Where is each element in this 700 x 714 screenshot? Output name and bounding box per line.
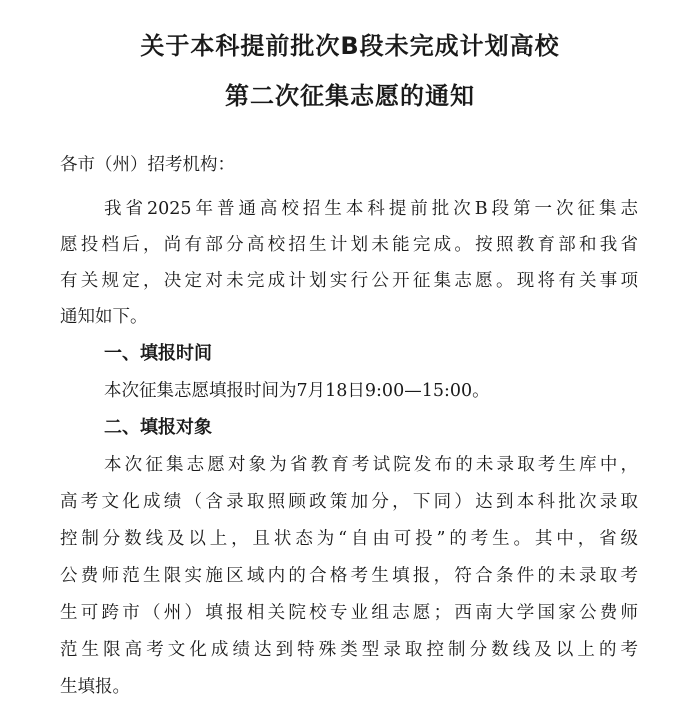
section-schedule-line-1: 本次征集志愿填报时间为7月18日9:00—15:00。: [104, 381, 490, 401]
intro-line-4: 通知如下。: [60, 307, 148, 327]
section-eligibility-line-4: 公费师范生限实施区域内的合格考生填报，符合条件的未录取考: [60, 566, 638, 586]
section-heading-eligibility: 二、填报对象: [104, 417, 212, 438]
intro-line-3: 有关规定，决定对未完成计划实行公开征集志愿。现将有关事项: [60, 271, 638, 291]
document-title-line-1: 关于本科提前批次B段未完成计划高校: [140, 32, 560, 60]
section-eligibility-line-7: 生填报。: [60, 677, 130, 697]
section-eligibility-line-3: 控制分数线及以上，且状态为“自由可投”的考生。其中，省级: [60, 529, 638, 549]
section-eligibility-line-1: 本次征集志愿对象为省教育考试院发布的未录取考生库中，: [104, 455, 638, 475]
section-eligibility-line-5: 生可跨市（州）填报相关院校专业组志愿；西南大学国家公费师: [60, 603, 638, 623]
section-eligibility-line-6: 范生限高考文化成绩达到特殊类型录取控制分数线及以上的考: [60, 640, 638, 660]
document-title-line-2: 第二次征集志愿的通知: [225, 82, 475, 110]
section-eligibility-line-2: 高考文化成绩（含录取照顾政策加分，下同）达到本科批次录取: [60, 492, 638, 512]
section-heading-schedule: 一、填报时间: [104, 343, 212, 364]
intro-line-1: 我省2025年普通高校招生本科提前批次B段第一次征集志: [104, 199, 638, 219]
intro-line-2: 愿投档后，尚有部分高校招生计划未能完成。按照教育部和我省: [60, 235, 638, 255]
salutation: 各市（州）招考机构：: [60, 155, 235, 175]
